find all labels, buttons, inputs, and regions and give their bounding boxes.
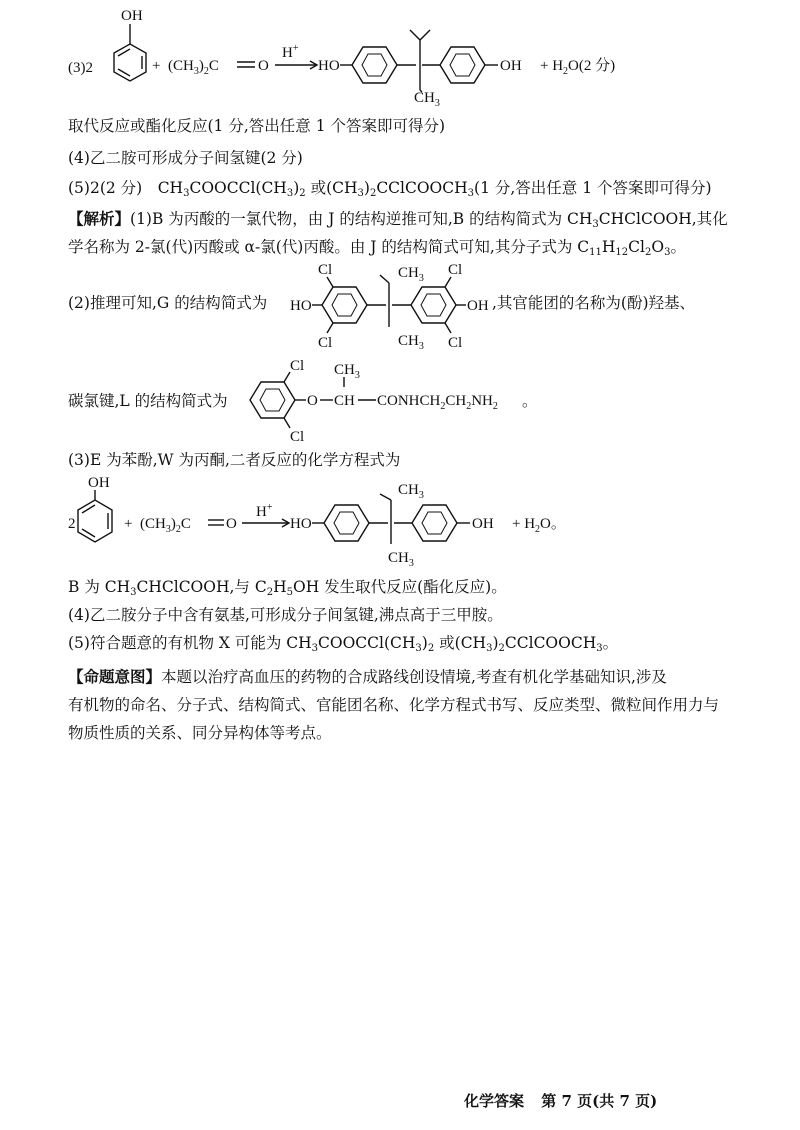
- svg-text:CH3: $CH_3$: [398, 482, 424, 501]
- benzene-ring-icon: [324, 505, 369, 541]
- bpa-ch3-bottom: $CH_3$: [414, 90, 440, 109]
- svg-text:CH3: $CH_3$: [398, 265, 424, 284]
- answer-line-5: (5)2(2 分) $CH_3COOCCl(CH_3)_2$ 或$(CH_3)_2CClCOOCH_3(1$ 分,答出任意 1 个答案即可得分): [68, 179, 712, 199]
- svg-text:2: 2: [68, 516, 76, 532]
- benzene-ring-icon: [440, 47, 485, 83]
- footer-page: 第 7 页(共 7 页): [541, 1092, 658, 1110]
- page-footer: [464, 1090, 657, 1111]
- intent-tag: 【命题意图】: [68, 667, 162, 686]
- svg-text:Cl: Cl: [448, 262, 463, 278]
- acetone: $(CH_3)_2C$: [168, 58, 219, 77]
- svg-text:H+: H+: [256, 502, 273, 520]
- analysis-line-2: 学名称为 2-氯(代)丙酸或 α-氯(代)丙酸。由 J 的结构简式可知,其分子式为 $C_{11}H_{12}Cl_2O_3$。: [68, 238, 686, 258]
- svg-text:CH: CH: [334, 393, 355, 409]
- analysis-line-1: 【解析】(1)B 为丙酸的一氯代物，由 J 的结构逆推可知,B 的结构简式为 $CH_3CHClCOOH$,其化: [68, 209, 728, 230]
- equation-3-analysis: [0, 472, 800, 572]
- catalyst: H+: [282, 43, 299, 61]
- footer-subject: 化学答案: [464, 1092, 525, 1110]
- acetone-o: O: [258, 58, 269, 74]
- svg-text:OH: OH: [88, 475, 110, 491]
- analysis-line-4: B 为 $CH_3CHClCOOH$,与 $C_2H_5OH$ 发生取代反应(酯化反应)。: [68, 578, 507, 598]
- intent-line-3: 物质性质的关系、同分异构体等考点。: [68, 724, 332, 742]
- phenol-ring-icon: [78, 500, 112, 542]
- equation-3-top: [0, 0, 800, 110]
- intent-line-2: 有机物的命名、分子式、结构简式、官能团名称、化学方程式书写、反应类型、微粒间作用力与: [68, 696, 720, 714]
- analysis-line-6: (5)符合题意的有机物 X 可能为 $CH_3COOCCl(CH_3)_2$ 或$(CH_3)_2CClCOOCH_3$。: [68, 634, 619, 654]
- analysis-line-5: (4)乙二胺分子中含有氨基,可形成分子间氢键,沸点高于三甲胺。: [68, 606, 503, 624]
- svg-text:HO: HO: [290, 298, 312, 314]
- benzene-ring-icon: [411, 287, 456, 323]
- analysis-tag: 【解析】: [68, 209, 131, 228]
- benzene-ring-icon: [412, 505, 457, 541]
- svg-text:CH3: $CH_3$: [388, 550, 414, 569]
- svg-text:CH3: $CH_3$: [398, 333, 424, 352]
- svg-text:OH: OH: [472, 516, 494, 532]
- svg-text:+: +: [124, 516, 133, 532]
- svg-text:(CH3)2C: $(CH_3)_2C$: [140, 516, 191, 535]
- eq3-plus: +: [152, 58, 161, 74]
- benzene-ring-icon: [352, 47, 397, 83]
- svg-text:O: O: [307, 393, 318, 409]
- intent-line-1: 【命题意图】本题以治疗高血压的药物的合成路线创设情境,考查有机化学基础知识,涉及: [68, 667, 667, 686]
- svg-text:+ H2O。: + $H_2O$。: [512, 516, 566, 535]
- svg-text:CH3: $CH_3$: [334, 362, 360, 381]
- benzene-ring-icon: [250, 382, 295, 418]
- svg-text:Cl: Cl: [290, 429, 305, 445]
- svg-text:Cl: Cl: [448, 335, 463, 351]
- eq3-water: + $H_2O(2$ 分): [540, 58, 616, 77]
- g-structure-text-pre: (2)推理可知,G 的结构简式为: [68, 294, 268, 312]
- l-structure-text-pre: 碳氯键,L 的结构简式为: [68, 392, 228, 410]
- l-structure-text-post: 。: [522, 392, 538, 410]
- svg-text:HO: HO: [290, 516, 312, 532]
- analysis-line-3: (3)E 为苯酚,W 为丙酮,二者反应的化学方程式为: [68, 451, 401, 469]
- g-structure-text-post: ,其官能团的名称为(酚)羟基、: [492, 294, 696, 312]
- bpa-oh: OH: [500, 58, 522, 74]
- svg-text:Cl: Cl: [290, 358, 305, 374]
- svg-text:OH: OH: [467, 298, 489, 314]
- l-structure: [0, 355, 800, 445]
- svg-text:Cl: Cl: [318, 262, 333, 278]
- eq3-label: (3)2: [68, 60, 93, 76]
- svg-text:Cl: Cl: [318, 335, 333, 351]
- bpa-ho: HO: [318, 58, 340, 74]
- benzene-ring-icon: [322, 287, 367, 323]
- answer-line-1: 取代反应或酯化反应(1 分,答出任意 1 个答案即可得分): [68, 117, 446, 135]
- phenol-oh: OH: [121, 8, 143, 24]
- svg-text:O: O: [226, 516, 237, 532]
- answer-line-4: (4)乙二胺可形成分子间氢键(2 分): [68, 149, 303, 167]
- svg-text:CONHCH2CH2NH2: $CONHCH_2CH_2NH_2$: [377, 393, 498, 412]
